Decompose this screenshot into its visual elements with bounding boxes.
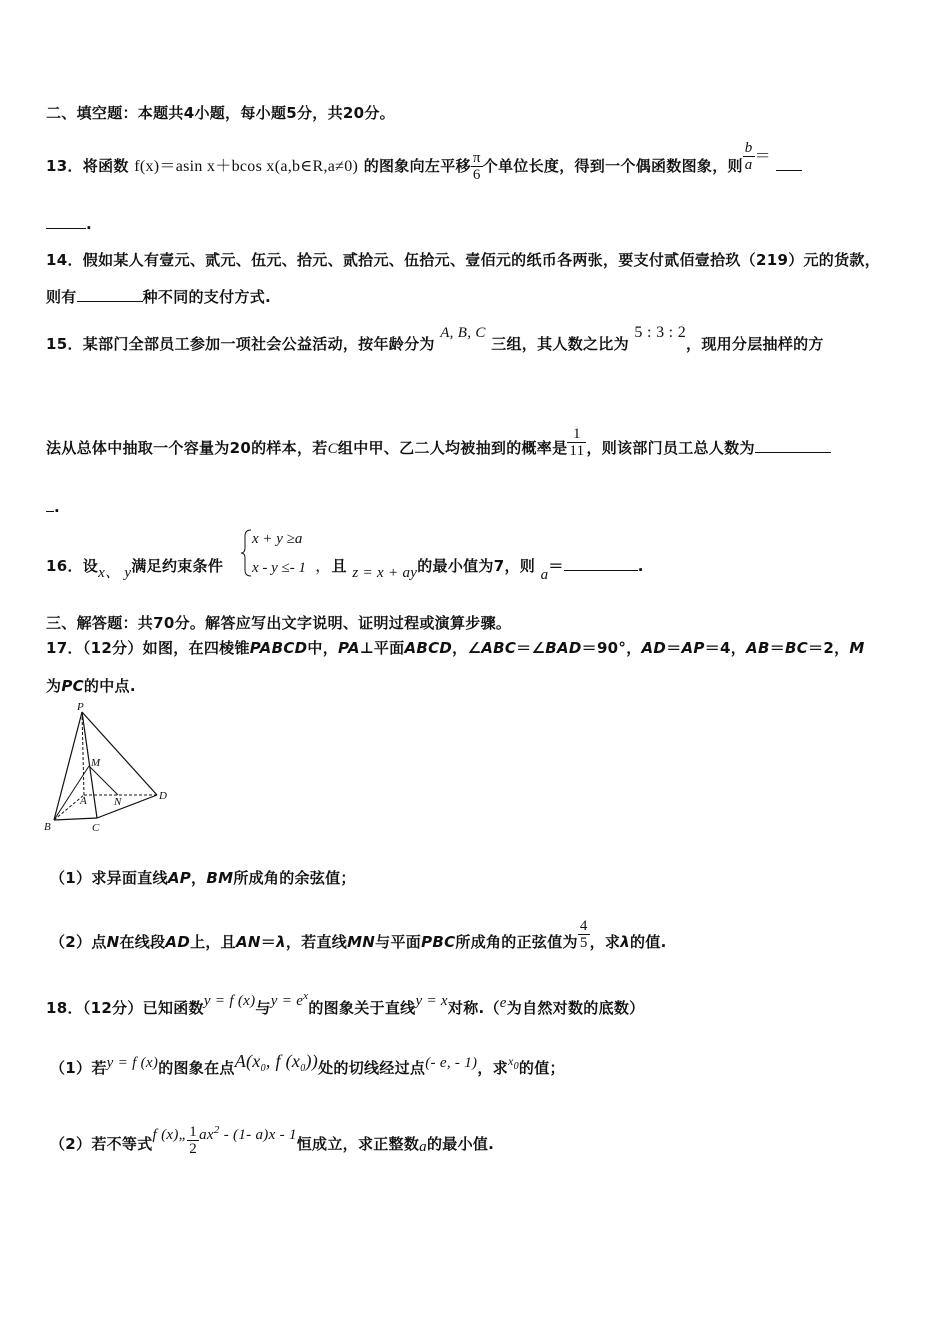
fraction-pi-over-6: $\frac{\pi}{6}$ [472, 150, 481, 183]
question-13: 13．将函数 f(x)＝asin x＋bcos x(a,b∈R,a≠0) 的图象向左平移 $\frac{\pi}{6}$ 个单位长度，得到一个偶函数图象，则 $\frac{b}{a}$ ＝ [46, 150, 802, 183]
answer-blank [776, 156, 802, 171]
label-A: A [80, 795, 87, 807]
question-number: 13． [46, 157, 83, 175]
question-number: 17． [46, 639, 83, 657]
constraint-1: x + y ≥a [252, 531, 303, 547]
label-C: C [92, 822, 100, 834]
edge-PD [82, 712, 157, 795]
question-17-part-1: （1）求异面直线AP，BM所成角的余弦值； [50, 869, 356, 887]
question-16: 16．设x、 y满足约束条件 ，且 z = x + ay的最小值为7，则 a＝ . [46, 557, 644, 583]
answer-blank [46, 497, 54, 512]
label-N: N [114, 796, 122, 808]
question-18: 18．（12分）已知函数y = f (x)与$y = e^x$的图象关于直线y = x对称.（e为自然对数的底数） [46, 990, 645, 1017]
fraction-4-over-5: $\frac{4}{5}$ [579, 918, 588, 951]
question-17-part-2: （2）点N在线段AD上，且AN＝λ，若直线MN与平面PBC所成角的正弦值为 $\frac{4}{5}$ ，求λ的值. [50, 918, 667, 951]
objective-z: z = x + ay [352, 565, 418, 581]
question-number: 18． [46, 999, 83, 1017]
pyramid-figure [40, 700, 180, 840]
question-14: 14．假如某人有壹元、贰元、伍元、拾元、贰拾元、伍拾元、壹佰元的纸币各两张，要支付贰佰壹拾玖（219）元的货款， [46, 251, 880, 269]
question-13-continued: . [46, 214, 92, 233]
fraction-b-over-a: $\frac{b}{a}$ [744, 140, 753, 173]
group-labels: A, B, C [440, 325, 486, 341]
answer-blank [77, 287, 143, 302]
label-P: P [77, 701, 84, 713]
question-15-continued: 法从总体中抽取一个容量为20的样本，若C组中甲、乙二人均被抽到的概率是 $\frac{1}{11}$ ，则该部门员工总人数为 [46, 432, 831, 465]
probability-fraction: $\frac{1}{11}$ [569, 426, 585, 459]
question-18-part-1: （1）若y = f (x)的图象在点$A(x_0$, f $(x_0)$)处的切线经过点(- e, - 1)，求$^{x_0}$的值； [50, 1051, 565, 1077]
question-17: 17．（12分）如图，在四棱锥PABCD中，PA⊥平面ABCD，∠ABC＝∠BAD＝90°，AD＝AP＝4，AB＝BC＝2，M [46, 639, 865, 657]
question-17-continued: 为PC的中点. [46, 677, 136, 695]
answer-blank [755, 438, 831, 453]
label-D: D [159, 790, 167, 802]
answer-blank [46, 214, 86, 229]
question-15-end: . [46, 497, 60, 516]
constraint-2: x - y ≤- 1 [252, 560, 307, 576]
section-heading-solutions: 三、解答题：共70分。解答应写出文字说明、证明过程或演算步骤。 [46, 614, 512, 632]
question-number: 15． [46, 335, 83, 353]
question-number: 14． [46, 251, 83, 269]
edge-BC [54, 818, 97, 820]
question-15: 15．某部门全部员工参加一项社会公益活动，按年龄分为 A, B, C 三组，其人数之比为 5 : 3 : 2，现用分层抽样的方 [46, 324, 824, 353]
question-number: 16． [46, 557, 83, 575]
label-B: B [44, 821, 51, 833]
ratio: 5 : 3 : 2 [634, 324, 687, 341]
edge-PB [54, 712, 82, 820]
edge-CD [97, 795, 157, 818]
answer-blank [564, 556, 638, 571]
section-heading-fill-in: 二、填空题：本题共4小题，每小题5分，共20分。 [46, 104, 395, 122]
function-formula: f(x)＝asin x＋bcos x(a,b∈R,a≠0) [134, 158, 359, 175]
question-14-continued: 则有 种不同的支付方式. [46, 288, 272, 306]
question-18-part-2: （2）若不等式f (x)„ $\frac{1}{2}$ $ax^2 - (1-$ a)x - 1恒成立，求正整数a的最小值. [50, 1124, 495, 1157]
label-M: M [91, 757, 101, 769]
fraction-1-over-2: $\frac{1}{2}$ [189, 1124, 198, 1157]
